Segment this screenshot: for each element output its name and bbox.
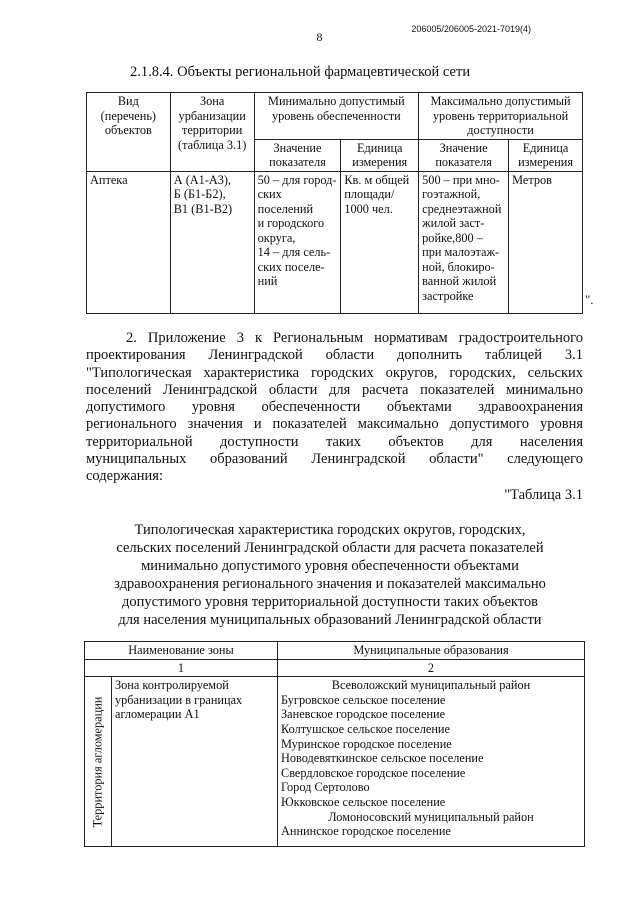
header-urbanization-zone: Зона урбанизации территории (таблица 3.1) [170, 93, 254, 172]
paragraph-line: территориальной доступности таких объектов для населения [86, 433, 583, 450]
settlement-name: Заневское городское поселение [281, 707, 446, 722]
table-title: Типологическая характеристика городских округов, городских, сельских поселений Ленинградской области для расчета показателей минимально допустимого уровня обеспеченности объектами здравоохранения регионального значения и показателей максимально допустимого уровня территориальной доступности таких объектов для населения муниципальных образований Ленинградской области [114, 522, 546, 628]
header-min-level: Минимально допустимый уровень обеспеченности [254, 93, 419, 140]
settlement-name: Свердловское городское поселение [281, 765, 466, 780]
paragraph-line: регионального значения и показателей максимально допустимого уровня [86, 416, 583, 433]
territory-label: Территория агломерации [90, 696, 105, 828]
document-id: 206005/206005-2021-7019(4) [411, 24, 531, 34]
column-number-2: 2 [278, 659, 585, 677]
paragraph-line: 2. Приложение 3 к Региональным нормативам градостроительного [126, 330, 583, 346]
paragraph-line: содержания: [86, 468, 164, 485]
settlement-name: Юкковское сельское поселение [281, 794, 446, 809]
paragraph-line: поселений Ленинградской области для расчета показателей минимально [86, 381, 583, 398]
settlement-name: Аннинское городское поселение [281, 824, 451, 839]
closing-quote: ". [585, 292, 594, 307]
subheader-max-unit: Единица измерения [509, 139, 583, 171]
paragraph-line: "Типологическая характеристика городских округов, городских, сельских [86, 364, 583, 381]
subheader-max-value: Значение показателя [419, 139, 509, 171]
settlement-name: Город Сертолово [281, 780, 370, 795]
paragraph-line: проектирования Ленинградской области дополнить таблицей 3.1 [86, 347, 583, 364]
page-number: 8 [316, 30, 323, 44]
district-name: Всеволожский муниципальный район [331, 678, 531, 693]
cell-max-unit: Метров [509, 171, 583, 313]
settlement-name: Колтушское сельское поселение [281, 721, 450, 736]
amendment-paragraph [86, 330, 583, 486]
settlement-name: Бугровское сельское поселение [281, 692, 446, 707]
header-object-type: Вид (перечень) объектов [87, 93, 171, 172]
territory-label-cell [85, 677, 112, 847]
column-number-1: 1 [85, 659, 278, 677]
subheader-min-value: Значение показателя [254, 139, 341, 171]
district-name: Ломоносовский муниципальный район [328, 809, 534, 824]
municipalities-cell [278, 677, 585, 847]
settlement-name: Новодевяткинское сельское поселение [281, 751, 484, 766]
cell-max-value: 500 – при мно- гоэтажной, среднеэтажной жилой заст- ройке,800 – при малоэтаж- ной, блокиро- ванной жилой застройке [419, 171, 509, 313]
zone-name-cell: Зона контролируемой урбанизации в границах агломерации А1 [112, 677, 278, 847]
pharmacy-table [86, 92, 583, 314]
table-reference: "Таблица 3.1 [504, 487, 583, 503]
zones-table [84, 641, 585, 847]
section-title: 2.1.8.4. Объекты региональной фармацевтической сети [130, 64, 471, 80]
paragraph-line: муниципальных образований Ленинградской области" следующего [86, 451, 583, 468]
header-zone-name: Наименование зоны [85, 642, 278, 660]
settlement-name: Муринское городское поселение [281, 736, 452, 751]
cell-min-value: 50 – для город- ских поселений и городского округа, 14 – для сель- ских поселе- ний [254, 171, 341, 313]
cell-object-type: Аптека [87, 171, 171, 313]
header-municipalities: Муниципальные образования [278, 642, 585, 660]
cell-zone: А (А1-А3), Б (Б1-Б2), В1 (В1-В2) [170, 171, 254, 313]
cell-min-unit: Кв. м общей площади/ 1000 чел. [341, 171, 419, 313]
header-max-level: Максимально допустимый уровень территориальной доступности [419, 93, 583, 140]
paragraph-line: допустимого уровня обеспеченности объектами здравоохранения [86, 399, 583, 416]
subheader-min-unit: Единица измерения [341, 139, 419, 171]
